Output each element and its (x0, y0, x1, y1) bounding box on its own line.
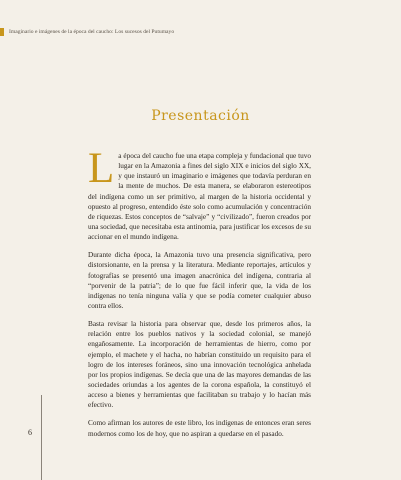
paragraph-1-text: a época del caucho fue una etapa compleja y fundacional que tuvo lugar en la Amazonia a fines del siglo XIX e inicios del siglo XX, y que instauró un imaginario e imágenes que todavía perduran en la mente de muchos. De esta manera, se elaboraron estereotipos del indígena como un ser primitivo, al margen de la historia occidental y opuesto al progreso, entendido éste solo como acumulación y concentración de riquezas. Estos conceptos de “salvaje” y “civilizado”, fueron creados por una sociedad, que necesitaba esta antinomia, para justificar los excesos de su accionar en el mundo indígena. (88, 152, 311, 242)
running-header: Imaginario e imágenes de la época del caucho: Los sucesos del Putumayo (9, 29, 175, 35)
margin-rule (41, 395, 42, 480)
drop-cap: L (88, 145, 115, 192)
header-accent-bar (0, 28, 4, 36)
page-number: 6 (28, 428, 32, 437)
paragraph-3: Basta revisar la historia para observar que, desde los primeros años, la relación entre los pueblos nativos y la sociedad colonial, se manejó engañosamente. La incorporación de herramientas de hierro, como por ejemplo, el machete y el hacha, no habrían constituido un requisito para el logro de los intereses foráneos, sino una innovación tecnológica anhelada por los propios indígenas. Se decía que una de las mayores demandas de las sociedades oriundas a los agentes de la corona española, la constituyó el acceso a bienes y herramientas que facilitaban su trabajo y lo hacían más efectivo. (88, 320, 311, 410)
paragraph-2: Durante dicha época, la Amazonia tuvo una presencia significativa, pero distorsionante, en la prensa y la literatura. Mediante reportajes, artículos y fotografías se presentó una imagen anacrónica del indígena, contraria al “porvenir de la patria”; de lo que fue fácil inferir que, la vida de los indígenas no tenía ninguna valía y que se podía cometer cualquier abuso contra ellos. (88, 251, 311, 311)
paragraph-4: Como afirman los autores de este libro, los indígenas de entonces eran seres modernos como los de hoy, que no aspiran a quedarse en el pasado. (88, 419, 311, 438)
paragraph-1 (88, 145, 311, 242)
section-heading: Presentación (151, 108, 250, 124)
body-text (88, 145, 311, 447)
